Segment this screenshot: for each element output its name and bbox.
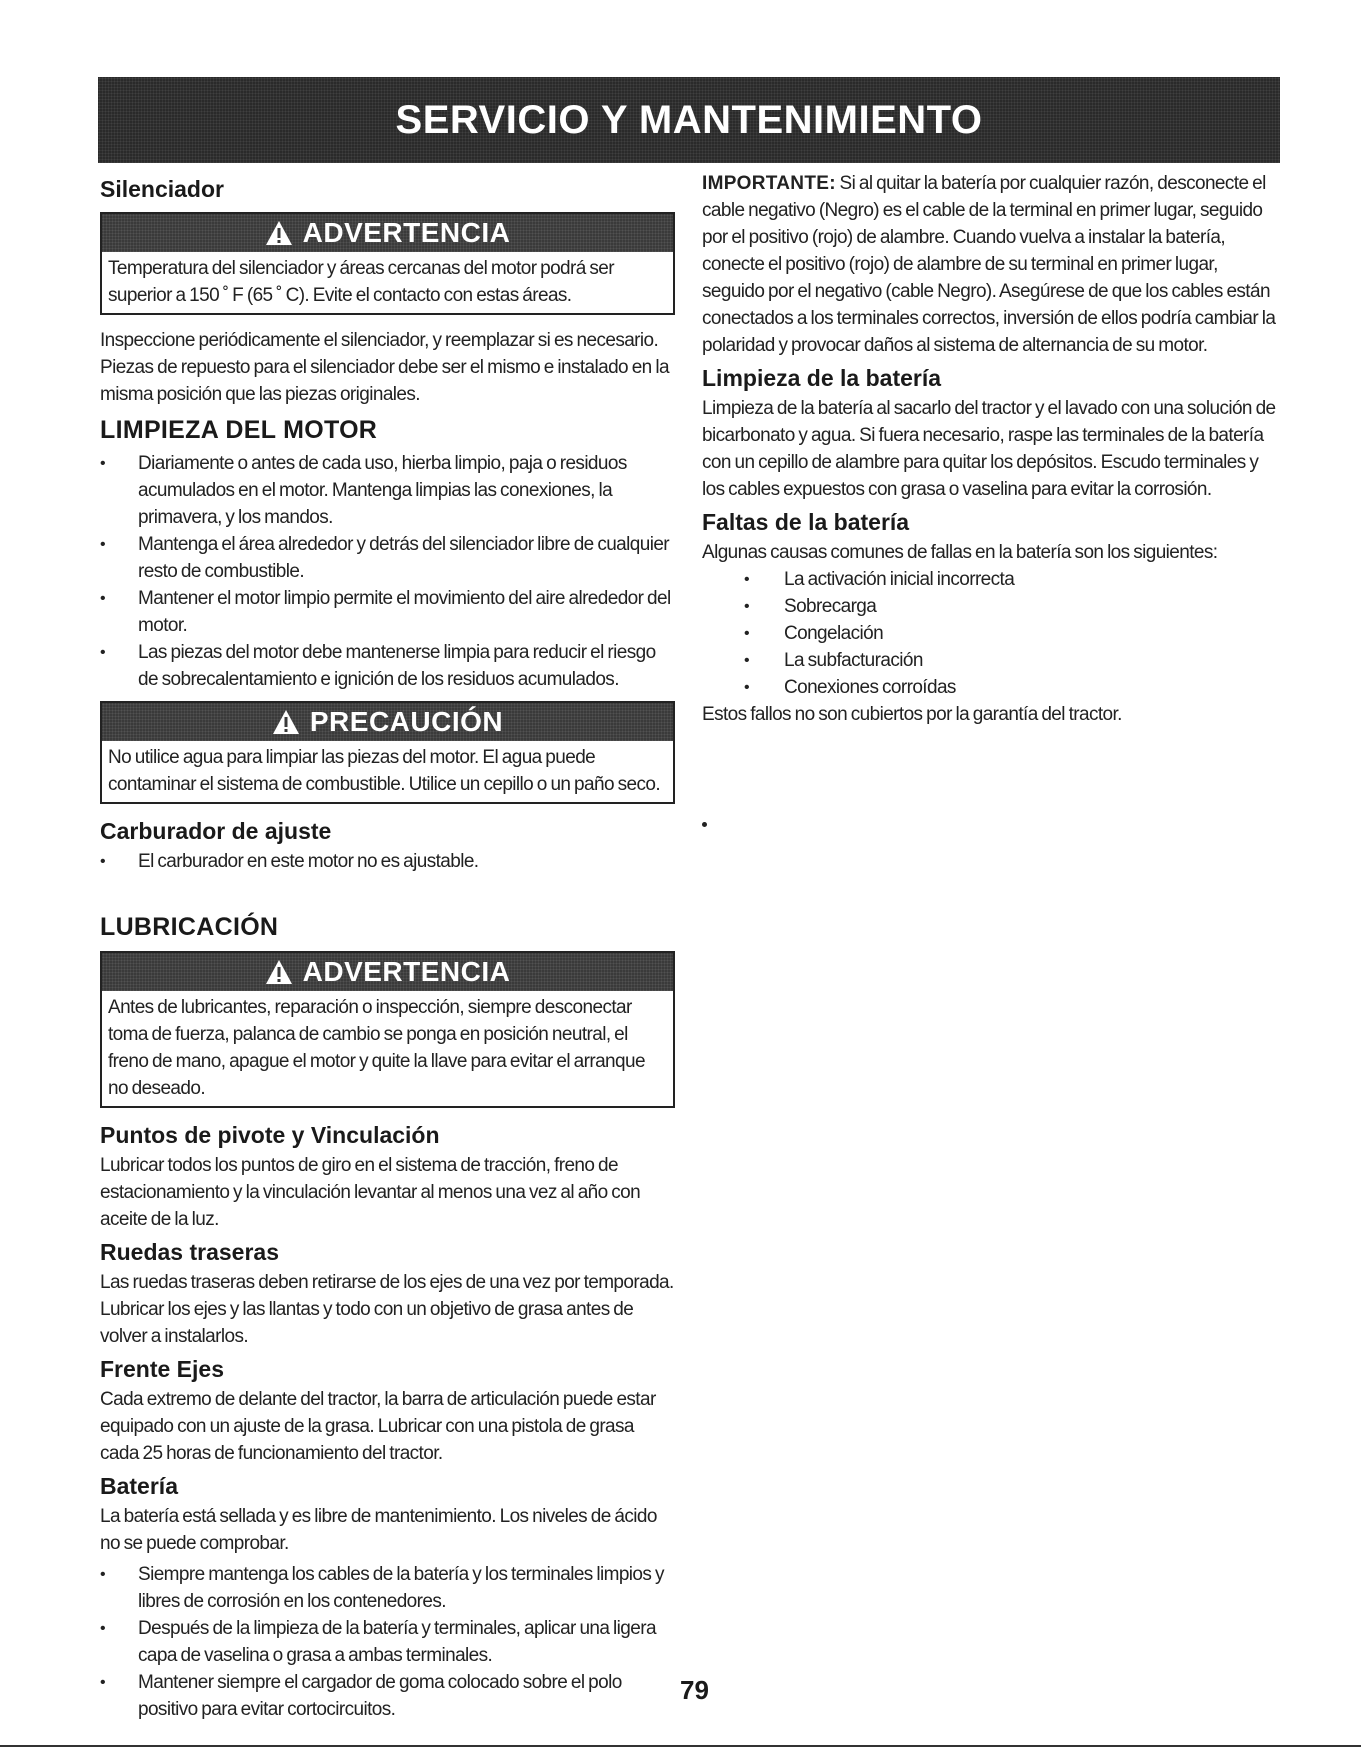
warning-title: ADVERTENCIA — [302, 217, 511, 248]
section-heading-bateria: Batería — [100, 1473, 178, 1499]
list-item: • Las piezas del motor debe mantenerse limpia para reducir el riesgo de sobrecalentamiento e ignición de los residuos acumulados. — [100, 639, 675, 693]
section-heading-faltas: Faltas de la batería — [702, 509, 910, 535]
section-heading-ruedas: Ruedas traseras — [100, 1239, 279, 1265]
section-heading-carburador: Carburador de ajuste — [100, 818, 332, 844]
right-column — [702, 170, 1277, 732]
left-column — [100, 170, 675, 1723]
list-item: • Mantenga el área alrededor y detrás del silenciador libre de cualquier resto de combustible. — [100, 531, 675, 585]
paragraph-faltas-intro: Algunas causas comunes de fallas en la batería son los siguientes: — [702, 542, 1218, 563]
warning-box-header — [102, 214, 673, 252]
paragraph-frente: Cada extremo de delante del tractor, la barra de articulación puede estar equipado con un ajuste de la grasa. Lubricar con una pistola de grasa cada 25 horas de funcionamiento del tractor. — [100, 1389, 656, 1464]
section-heading-silenciador: Silenciador — [100, 176, 224, 202]
warning-title: ADVERTENCIA — [302, 956, 511, 987]
paragraph-faltas-outro: Estos fallos no son cubiertos por la garantía del tractor. — [702, 704, 1122, 725]
section-heading-limpieza-bateria: Limpieza de la batería — [702, 365, 942, 391]
stray-bullet-mark — [702, 822, 707, 827]
list-carburador — [100, 848, 675, 875]
list-item: • Mantener el motor limpio permite el movimiento del aire alrededor del motor. — [100, 585, 675, 639]
list-faltas — [702, 566, 1277, 701]
list-item: • Congelación — [702, 620, 1277, 647]
warning-text: Temperatura del silenciador y áreas cercanas del motor podrá ser superior a 150 ˚ F (65 ˚ C). Evite el contacto con estas áreas. — [108, 258, 614, 306]
warning-triangle-icon — [265, 220, 293, 246]
page-number: 79 — [680, 1675, 709, 1705]
list-item: • El carburador en este motor no es ajustable. — [100, 848, 675, 875]
list-item: • La subfacturación — [702, 647, 1277, 674]
section-heading-pivote: Puntos de pivote y Vinculación — [100, 1122, 440, 1148]
page-title: SERVICIO Y MANTENIMIENTO — [395, 97, 983, 142]
paragraph-pivote: Lubricar todos los puntos de giro en el sistema de tracción, freno de estacionamiento y la vinculación levantar al menos una vez al año con aceite de la luz. — [100, 1155, 641, 1230]
list-item: • Sobrecarga — [702, 593, 1277, 620]
section-heading-lubricacion: LUBRICACIÓN — [100, 913, 279, 941]
warning-text: Antes de lubricantes, reparación o inspección, siempre desconectar toma de fuerza, palanca de cambio se ponga en posición neutral, el freno de mano, apague el motor y quite la llave para evitar el arranque no deseado. — [108, 997, 645, 1099]
caution-box-limpieza — [100, 701, 675, 804]
list-item: • Siempre mantenga los cables de la batería y los terminales limpios y libres de corrosión en los contenedores. — [100, 1561, 675, 1615]
list-limpieza-motor — [100, 450, 675, 693]
caution-text: No utilice agua para limpiar las piezas del motor. El agua puede contaminar el sistema de combustible. Utilice un cepillo o un paño seco. — [108, 747, 661, 795]
page-header-banner — [98, 77, 1280, 163]
footer-divider — [0, 1745, 1361, 1747]
paragraph-importante — [702, 170, 1277, 359]
warning-box-silenciador — [100, 212, 675, 315]
warning-box-lubricacion — [100, 951, 675, 1108]
list-item: • Diariamente o antes de cada uso, hierba limpio, paja o residuos acumulados en el motor. Mantenga limpias las conexiones, la primavera, y los mandos. — [100, 450, 675, 531]
paragraph-silenciador: Inspeccione periódicamente el silenciador, y reemplazar si es necesario. Piezas de repuesto para el silenciador debe ser el mismo e instalado en la misma posición que las piezas originales. — [100, 330, 669, 405]
section-heading-frente: Frente Ejes — [100, 1356, 224, 1382]
importante-text: Si al quitar la batería por cualquier razón, desconecte el cable negativo (Negro) es el cable de la terminal en primer lugar, seguido por el positivo (rojo) de alambre. Cuando vuelva a instalar la batería, conecte el positivo (rojo) de alambre de su terminal en primer lugar, seguido por el negativo (cable Negro). Asegúrese de que los cables están conectados a los terminales correctos, inversión de ellos podría cambiar la polaridad y provocar daños al sistema de alternancia de su motor. — [702, 173, 1276, 356]
section-heading-limpieza-motor: LIMPIEZA DEL MOTOR — [100, 416, 378, 444]
paragraph-bateria: La batería está sellada y es libre de mantenimiento. Los niveles de ácido no se puede comprobar. — [100, 1506, 657, 1554]
warning-triangle-icon — [272, 709, 300, 735]
warning-box-header — [102, 953, 673, 991]
caution-box-header — [102, 703, 673, 741]
list-item: • Conexiones corroídas — [702, 674, 1277, 701]
list-item: • Después de la limpieza de la batería y terminales, aplicar una ligera capa de vaselina o grasa a ambas terminales. — [100, 1615, 675, 1669]
caution-title: PRECAUCIÓN — [309, 706, 504, 737]
warning-triangle-icon — [265, 959, 293, 985]
importante-label: IMPORTANTE: — [702, 173, 836, 194]
list-item: • Mantener siempre el cargador de goma colocado sobre el polo positivo para evitar cortocircuitos. — [100, 1669, 675, 1723]
list-item: • La activación inicial incorrecta — [702, 566, 1277, 593]
list-bateria — [100, 1561, 675, 1723]
paragraph-limpieza-bateria: Limpieza de la batería al sacarlo del tractor y el lavado con una solución de bicarbonato y agua. Si fuera necesario, raspe las terminales de la batería con un cepillo de alambre para quitar los depósitos. Escudo terminales y los cables expuestos con grasa o vaselina para evitar la corrosión. — [702, 398, 1276, 500]
paragraph-ruedas: Las ruedas traseras deben retirarse de los ejes de una vez por temporada. Lubricar los ejes y las llantas y todo con un objetivo de grasa antes de volver a instalarlos. — [100, 1272, 674, 1347]
